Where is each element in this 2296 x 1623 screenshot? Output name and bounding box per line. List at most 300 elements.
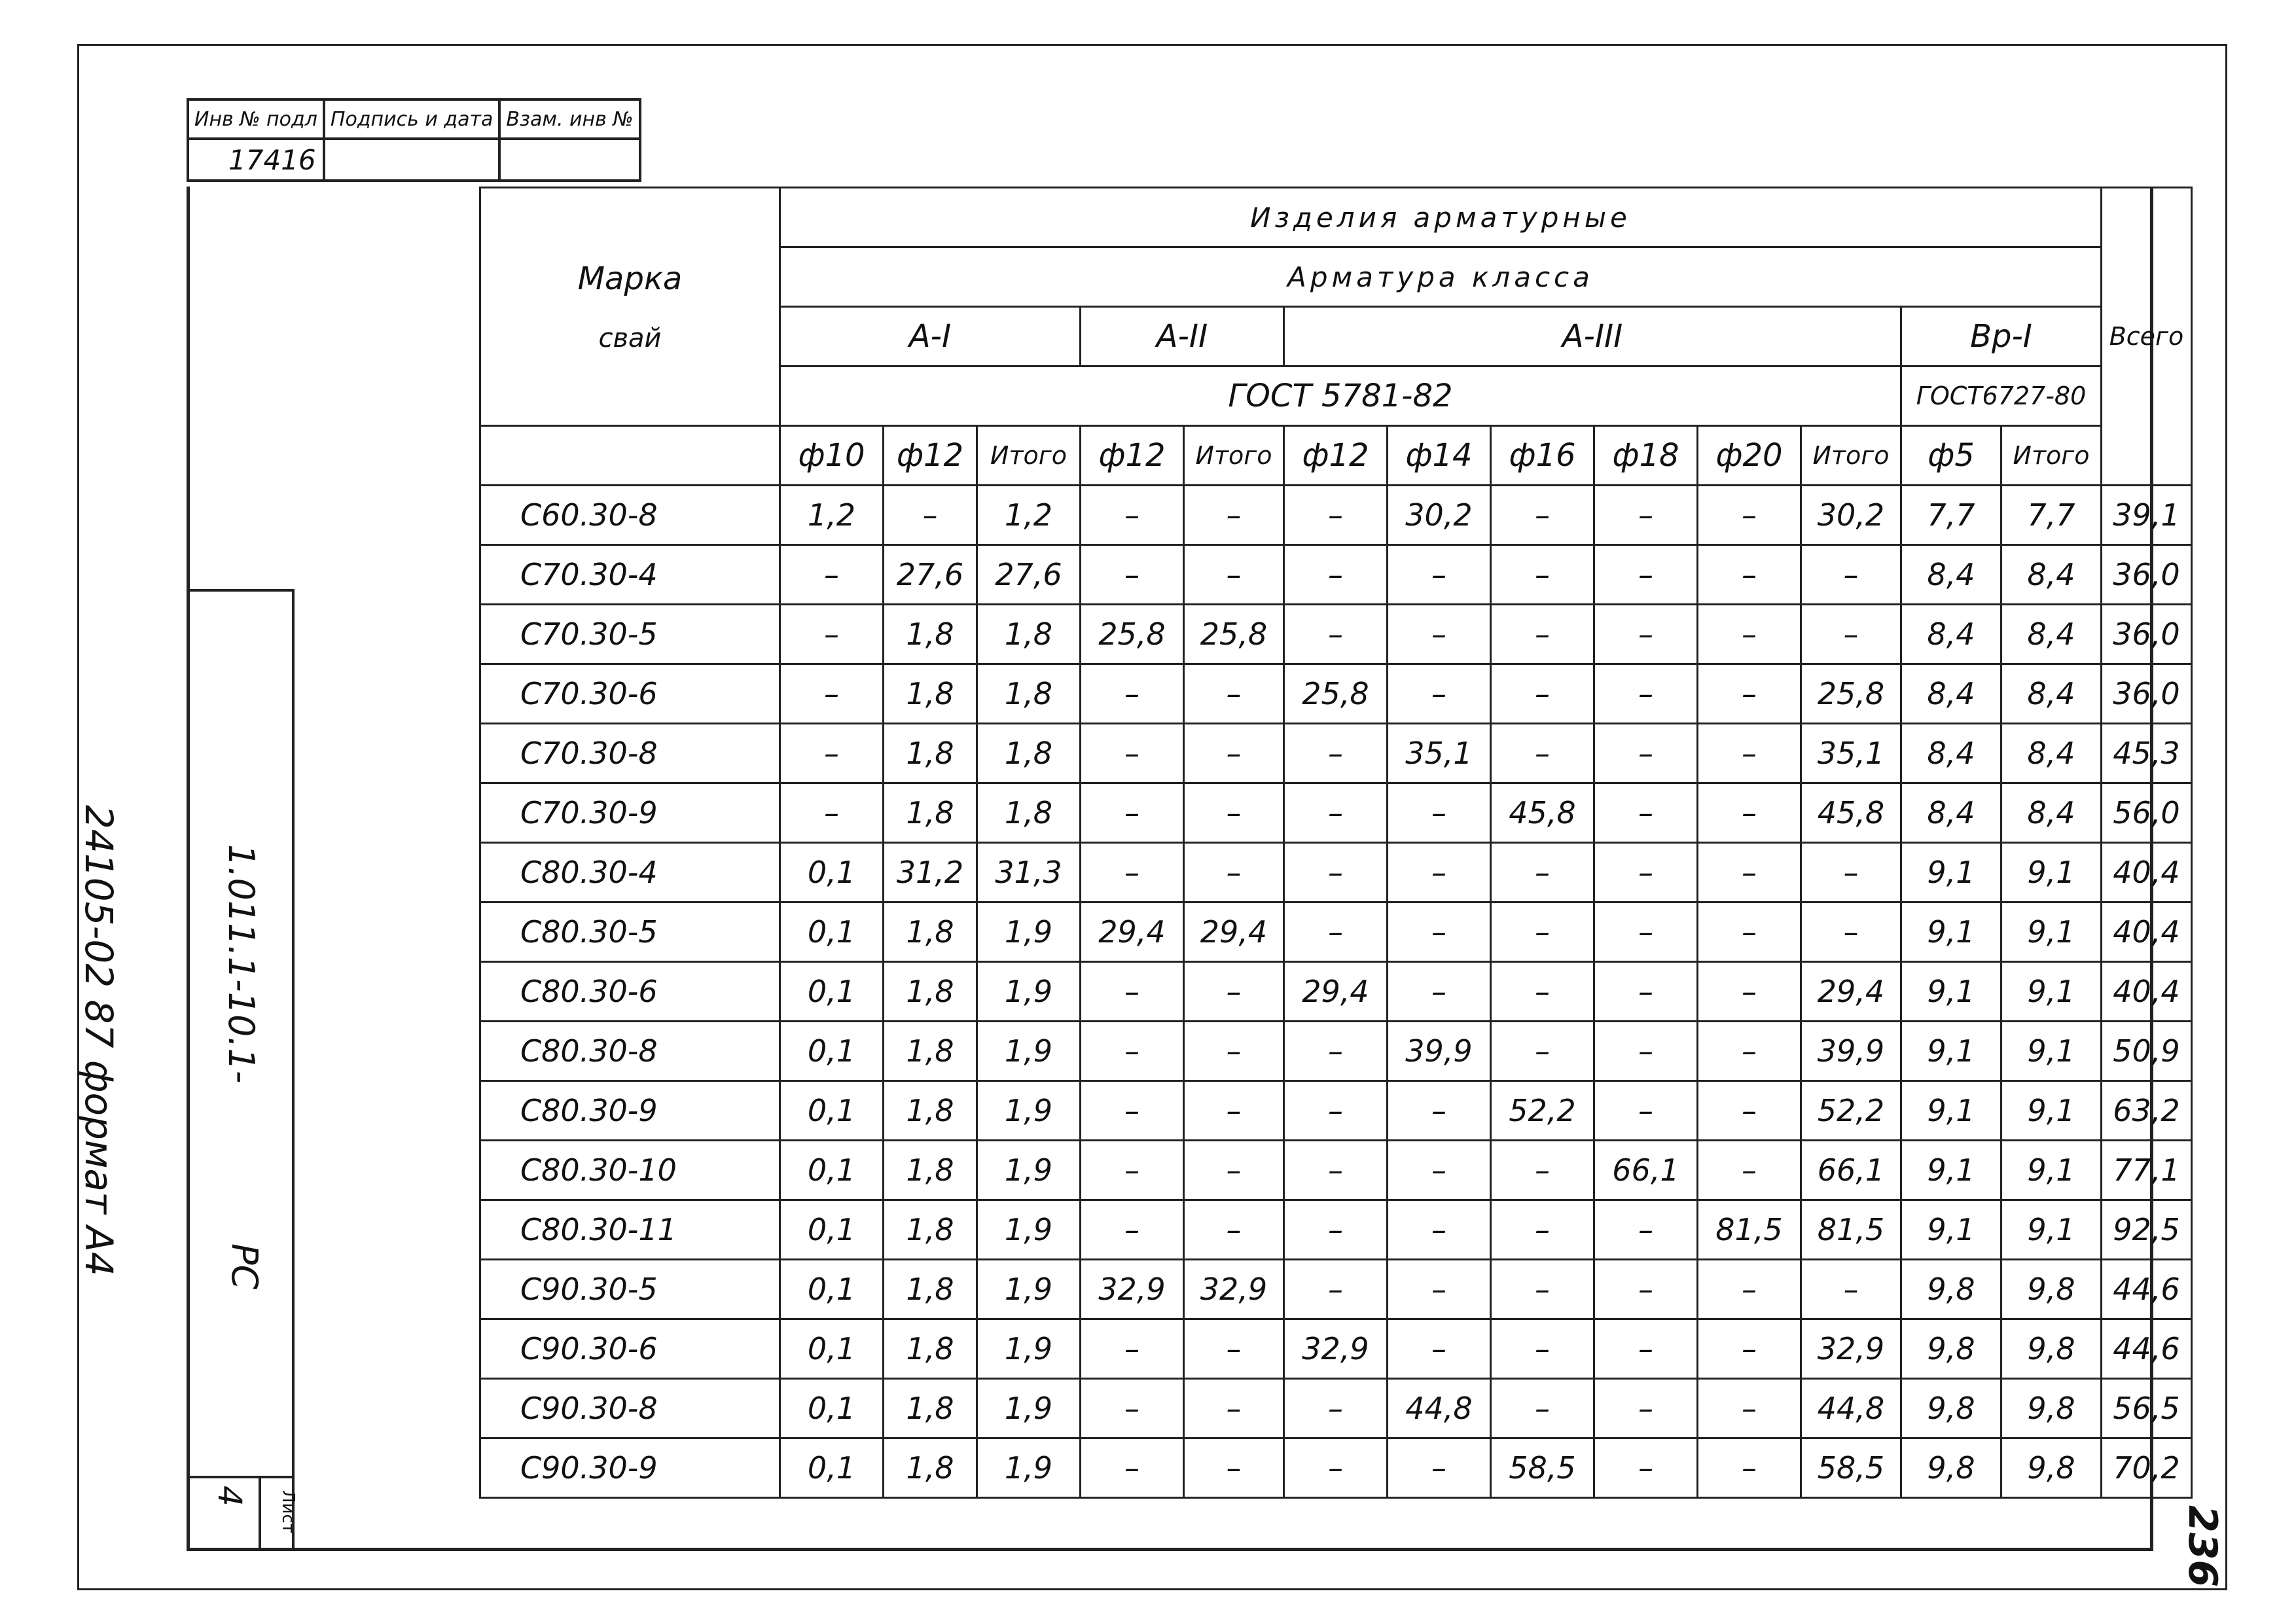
weight-cell: 9,8 — [1901, 1260, 2001, 1319]
weight-cell: 0,1 — [780, 1260, 884, 1319]
weight-cell: – — [1594, 1081, 1698, 1141]
weight-cell: – — [1184, 1141, 1284, 1200]
weight-cell: – — [1698, 545, 1801, 605]
total-cell: 40,4 — [2102, 962, 2192, 1022]
stamp-value-signature — [324, 139, 500, 181]
weight-cell: – — [1698, 724, 1801, 783]
table-row — [480, 545, 2192, 605]
table-row — [480, 1141, 2192, 1200]
table-row — [480, 1260, 2192, 1319]
stamp-header-inv: Инв № подл — [188, 99, 324, 139]
class-vr1: Вр-I — [1901, 307, 2102, 366]
weight-cell: 9,1 — [2001, 1022, 2102, 1081]
weight-cell: 66,1 — [1801, 1141, 1901, 1200]
weight-cell: – — [1184, 962, 1284, 1022]
pile-mark: С80.30-10 — [480, 1141, 780, 1200]
weight-cell: 1,8 — [884, 1438, 977, 1498]
weight-cell: 30,2 — [1801, 486, 1901, 545]
weight-cell: – — [1594, 1438, 1698, 1498]
stamp-value-replace — [499, 139, 639, 181]
weight-cell: 1,8 — [884, 664, 977, 724]
table-row — [480, 843, 2192, 902]
class-a1: А-I — [780, 307, 1081, 366]
stamp-header-replace: Взам. инв № — [499, 99, 639, 139]
mark-header-line2: свай — [598, 323, 662, 353]
weight-cell: – — [1698, 486, 1801, 545]
weight-cell: – — [1594, 605, 1698, 664]
weight-cell: – — [1698, 605, 1801, 664]
weight-cell: 0,1 — [780, 1319, 884, 1379]
total-cell: 77,1 — [2102, 1141, 2192, 1200]
column-header: Итого — [1801, 426, 1901, 486]
weight-cell: – — [1491, 605, 1594, 664]
weight-cell: – — [1801, 1260, 1901, 1319]
weight-cell: – — [1081, 486, 1184, 545]
weight-cell: 8,4 — [1901, 783, 2001, 843]
column-header: Итого — [1184, 426, 1284, 486]
weight-cell: – — [1594, 902, 1698, 962]
weight-cell: – — [1491, 1200, 1594, 1260]
weight-cell: – — [1388, 1260, 1491, 1319]
column-header: Итого — [2001, 426, 2102, 486]
weight-cell: 25,8 — [1284, 664, 1388, 724]
weight-cell: – — [1081, 783, 1184, 843]
weight-cell: – — [1284, 545, 1388, 605]
weight-cell: 27,6 — [977, 545, 1081, 605]
weight-cell: 45,8 — [1491, 783, 1594, 843]
column-header: ф12 — [1284, 426, 1388, 486]
weight-cell: 32,9 — [1184, 1260, 1284, 1319]
weight-cell: – — [1081, 545, 1184, 605]
weight-cell: 1,8 — [884, 1260, 977, 1319]
pile-mark: С80.30-4 — [480, 843, 780, 902]
table-row — [480, 902, 2192, 962]
weight-cell: – — [1284, 902, 1388, 962]
stamp-header-signature: Подпись и дата — [324, 99, 500, 139]
weight-cell: – — [1184, 1200, 1284, 1260]
weight-cell: – — [1491, 664, 1594, 724]
weight-cell: – — [1491, 843, 1594, 902]
weight-cell: – — [1284, 1379, 1388, 1438]
weight-cell: 0,1 — [780, 962, 884, 1022]
weight-cell: 81,5 — [1801, 1200, 1901, 1260]
weight-cell: 7,7 — [1901, 486, 2001, 545]
pile-mark: С70.30-5 — [480, 605, 780, 664]
pile-mark: С60.30-8 — [480, 486, 780, 545]
column-header: ф16 — [1491, 426, 1594, 486]
pile-mark: С90.30-6 — [480, 1319, 780, 1379]
class-a2: А-II — [1081, 307, 1284, 366]
mark-header — [480, 188, 780, 426]
pile-mark: С80.30-9 — [480, 1081, 780, 1141]
weight-cell: 1,8 — [884, 1319, 977, 1379]
weight-cell: – — [1698, 1081, 1801, 1141]
weight-cell: 1,9 — [977, 1379, 1081, 1438]
weight-cell: – — [1594, 664, 1698, 724]
weight-cell: – — [1491, 1319, 1594, 1379]
weight-cell: – — [1081, 724, 1184, 783]
weight-cell: 9,1 — [1901, 1081, 2001, 1141]
weight-cell: – — [1284, 605, 1388, 664]
total-cell: 70,2 — [2102, 1438, 2192, 1498]
weight-cell: – — [1698, 664, 1801, 724]
gost-b: ГОСТ6727-80 — [1901, 366, 2102, 426]
reinforcement-table — [479, 187, 2193, 1499]
weight-cell: – — [780, 605, 884, 664]
weight-cell: 9,1 — [1901, 962, 2001, 1022]
weight-cell: 8,4 — [2001, 605, 2102, 664]
total-cell: 36,0 — [2102, 605, 2192, 664]
weight-cell: – — [1284, 843, 1388, 902]
weight-cell: – — [1388, 902, 1491, 962]
mark-spacer — [480, 426, 780, 486]
total-cell: 40,4 — [2102, 902, 2192, 962]
weight-cell: – — [1594, 1260, 1698, 1319]
table-row — [480, 664, 2192, 724]
weight-cell: – — [1594, 1022, 1698, 1081]
table-row — [480, 1022, 2192, 1081]
weight-cell: 8,4 — [2001, 664, 2102, 724]
weight-cell: – — [1388, 1319, 1491, 1379]
weight-cell: 29,4 — [1081, 902, 1184, 962]
total-cell: 92,5 — [2102, 1200, 2192, 1260]
weight-cell: – — [1184, 783, 1284, 843]
pile-mark: С80.30-6 — [480, 962, 780, 1022]
pile-mark: С70.30-9 — [480, 783, 780, 843]
weight-cell: 8,4 — [1901, 724, 2001, 783]
weight-cell: 1,2 — [780, 486, 884, 545]
table-body — [480, 486, 2192, 1498]
weight-cell: – — [1388, 843, 1491, 902]
weight-cell: – — [1491, 962, 1594, 1022]
weight-cell: 1,8 — [884, 902, 977, 962]
weight-cell: – — [1698, 1260, 1801, 1319]
weight-cell: 9,1 — [1901, 843, 2001, 902]
weight-cell: – — [1388, 1438, 1491, 1498]
weight-cell: 9,8 — [1901, 1379, 2001, 1438]
weight-cell: – — [1801, 605, 1901, 664]
weight-cell: – — [1284, 486, 1388, 545]
pile-mark: С70.30-4 — [480, 545, 780, 605]
total-cell: 40,4 — [2102, 843, 2192, 902]
weight-cell: – — [1284, 1260, 1388, 1319]
weight-cell: 9,1 — [2001, 1200, 2102, 1260]
weight-cell: 9,8 — [2001, 1379, 2102, 1438]
weight-cell: 32,9 — [1284, 1319, 1388, 1379]
weight-cell: – — [1491, 1022, 1594, 1081]
table-row — [480, 1438, 2192, 1498]
weight-cell: – — [1698, 902, 1801, 962]
weight-cell: – — [1491, 902, 1594, 962]
weight-cell: – — [1081, 1379, 1184, 1438]
weight-cell: 9,8 — [1901, 1438, 2001, 1498]
total-cell: 50,9 — [2102, 1022, 2192, 1081]
weight-cell: – — [1081, 962, 1184, 1022]
weight-cell: 39,9 — [1388, 1022, 1491, 1081]
weight-cell: – — [1184, 1319, 1284, 1379]
gost-a: ГОСТ 5781-82 — [780, 366, 1901, 426]
weight-cell: 9,1 — [1901, 1141, 2001, 1200]
weight-cell: 9,1 — [1901, 902, 2001, 962]
weight-cell: 1,9 — [977, 1200, 1081, 1260]
table-row — [480, 486, 2192, 545]
pile-mark: С80.30-5 — [480, 902, 780, 962]
weight-cell: – — [1081, 1081, 1184, 1141]
weight-cell: 1,9 — [977, 1141, 1081, 1200]
doc-code: 1.011.1-10.1- — [221, 844, 262, 1084]
weight-cell: – — [1491, 1379, 1594, 1438]
weight-cell: 0,1 — [780, 1379, 884, 1438]
weight-cell: 1,8 — [884, 1081, 977, 1141]
pile-mark: С90.30-5 — [480, 1260, 780, 1319]
table-row — [480, 1200, 2192, 1260]
weight-cell: – — [1594, 724, 1698, 783]
weight-cell: – — [1388, 783, 1491, 843]
mark-header-line1: Марка — [577, 260, 683, 297]
class-header: Арматура класса — [780, 247, 2102, 307]
weight-cell: 58,5 — [1491, 1438, 1594, 1498]
weight-cell: 9,1 — [1901, 1022, 2001, 1081]
weight-cell: 25,8 — [1184, 605, 1284, 664]
table-row — [480, 1081, 2192, 1141]
pile-mark: С70.30-8 — [480, 724, 780, 783]
column-header: ф14 — [1388, 426, 1491, 486]
weight-cell: – — [1184, 1379, 1284, 1438]
weight-cell: – — [1594, 1200, 1698, 1260]
weight-cell: 1,9 — [977, 1319, 1081, 1379]
weight-cell: 1,8 — [884, 605, 977, 664]
weight-cell: – — [1081, 1141, 1184, 1200]
series-label: 24105-02 87 формат А4 — [77, 805, 121, 1276]
table-row — [480, 783, 2192, 843]
weight-cell: – — [1284, 1200, 1388, 1260]
weight-cell: – — [780, 664, 884, 724]
weight-cell: 7,7 — [2001, 486, 2102, 545]
weight-cell: – — [780, 545, 884, 605]
weight-cell: – — [1184, 664, 1284, 724]
weight-cell: 1,9 — [977, 1438, 1081, 1498]
pile-mark: С70.30-6 — [480, 664, 780, 724]
weight-cell: – — [1081, 664, 1184, 724]
weight-cell: 1,8 — [884, 1141, 977, 1200]
sheet-number: 4 — [211, 1486, 249, 1507]
weight-cell: 1,9 — [977, 1022, 1081, 1081]
total-cell: 36,0 — [2102, 664, 2192, 724]
weight-cell: – — [1284, 1438, 1388, 1498]
weight-cell: 9,1 — [2001, 843, 2102, 902]
stage-label: РС — [224, 1243, 265, 1290]
weight-cell: – — [780, 724, 884, 783]
weight-cell: – — [1491, 1141, 1594, 1200]
weight-cell: 27,6 — [884, 545, 977, 605]
weight-cell: 1,8 — [884, 1379, 977, 1438]
column-header: ф12 — [884, 426, 977, 486]
weight-cell: 0,1 — [780, 902, 884, 962]
page-number: 236 — [2179, 1505, 2225, 1588]
weight-cell: – — [1698, 783, 1801, 843]
weight-cell: 29,4 — [1284, 962, 1388, 1022]
weight-cell: – — [1594, 1319, 1698, 1379]
weight-cell: 44,8 — [1388, 1379, 1491, 1438]
weight-cell: – — [1388, 1081, 1491, 1141]
approval-stamp — [187, 98, 641, 182]
weight-cell: 1,8 — [884, 962, 977, 1022]
total-cell: 56,5 — [2102, 1379, 2192, 1438]
weight-cell: 29,4 — [1184, 902, 1284, 962]
weight-cell: 9,1 — [1901, 1200, 2001, 1260]
weight-cell: – — [1698, 1319, 1801, 1379]
table-row — [480, 962, 2192, 1022]
weight-cell: 9,1 — [2001, 1081, 2102, 1141]
weight-cell: – — [1698, 1438, 1801, 1498]
weight-cell: 1,8 — [884, 1200, 977, 1260]
weight-cell: 32,9 — [1081, 1260, 1184, 1319]
class-a3: А-III — [1284, 307, 1901, 366]
weight-cell: – — [1081, 843, 1184, 902]
weight-cell: 35,1 — [1388, 724, 1491, 783]
weight-cell: – — [780, 783, 884, 843]
weight-cell: 29,4 — [1801, 962, 1901, 1022]
weight-cell: – — [1388, 545, 1491, 605]
pile-mark: С80.30-11 — [480, 1200, 780, 1260]
weight-cell: – — [1594, 843, 1698, 902]
weight-cell: 8,4 — [2001, 545, 2102, 605]
weight-cell: – — [1594, 962, 1698, 1022]
pile-mark: С80.30-8 — [480, 1022, 780, 1081]
weight-cell: 0,1 — [780, 1141, 884, 1200]
weight-cell: – — [1491, 724, 1594, 783]
table-row — [480, 1319, 2192, 1379]
weight-cell: 1,9 — [977, 1260, 1081, 1319]
weight-cell: 9,1 — [2001, 962, 2102, 1022]
weight-cell: – — [1184, 1081, 1284, 1141]
weight-cell: 35,1 — [1801, 724, 1901, 783]
weight-cell: 8,4 — [2001, 783, 2102, 843]
total-cell: 36,0 — [2102, 545, 2192, 605]
column-header: ф5 — [1901, 426, 2001, 486]
stamp-value-inv: 17416 — [188, 139, 324, 181]
weight-cell: – — [1184, 545, 1284, 605]
diameter-header-row — [480, 426, 2192, 486]
weight-cell: 30,2 — [1388, 486, 1491, 545]
column-header: ф10 — [780, 426, 884, 486]
weight-cell: 1,8 — [977, 664, 1081, 724]
weight-cell: – — [1388, 664, 1491, 724]
weight-cell: – — [1284, 724, 1388, 783]
weight-cell: 25,8 — [1081, 605, 1184, 664]
column-header: ф18 — [1594, 426, 1698, 486]
table-row — [480, 724, 2192, 783]
weight-cell: 0,1 — [780, 843, 884, 902]
weight-cell: 1,8 — [977, 783, 1081, 843]
weight-cell: – — [1491, 486, 1594, 545]
total-header: Всего — [2102, 188, 2192, 486]
weight-cell: 9,8 — [2001, 1319, 2102, 1379]
weight-cell: – — [1388, 1200, 1491, 1260]
weight-cell: 9,8 — [2001, 1438, 2102, 1498]
total-cell: 63,2 — [2102, 1081, 2192, 1141]
weight-cell: 1,9 — [977, 902, 1081, 962]
weight-cell: 9,8 — [2001, 1260, 2102, 1319]
weight-cell: – — [1388, 1141, 1491, 1200]
weight-cell: 25,8 — [1801, 664, 1901, 724]
total-cell: 56,0 — [2102, 783, 2192, 843]
weight-cell: – — [1284, 1141, 1388, 1200]
sheet-label: Лист — [278, 1490, 298, 1533]
weight-cell: – — [1801, 843, 1901, 902]
weight-cell: – — [1594, 783, 1698, 843]
weight-cell: – — [1698, 1379, 1801, 1438]
weight-cell: 8,4 — [2001, 724, 2102, 783]
weight-cell: 9,1 — [2001, 1141, 2102, 1200]
weight-cell: – — [1081, 1200, 1184, 1260]
weight-cell: – — [1284, 1081, 1388, 1141]
weight-cell: 31,3 — [977, 843, 1081, 902]
weight-cell: 1,9 — [977, 1081, 1081, 1141]
weight-cell: – — [1698, 962, 1801, 1022]
weight-cell: 0,1 — [780, 1438, 884, 1498]
total-cell: 44,6 — [2102, 1319, 2192, 1379]
weight-cell: – — [1698, 1022, 1801, 1081]
weight-cell: – — [1594, 486, 1698, 545]
weight-cell: 8,4 — [1901, 545, 2001, 605]
table-row — [480, 605, 2192, 664]
weight-cell: – — [1801, 902, 1901, 962]
weight-cell: – — [1081, 1438, 1184, 1498]
group-header: Изделия арматурные — [780, 188, 2102, 247]
weight-cell: – — [1388, 605, 1491, 664]
weight-cell: 1,8 — [884, 1022, 977, 1081]
weight-cell: 0,1 — [780, 1081, 884, 1141]
weight-cell: 32,9 — [1801, 1319, 1901, 1379]
weight-cell: – — [1184, 724, 1284, 783]
weight-cell: 0,1 — [780, 1022, 884, 1081]
weight-cell: 81,5 — [1698, 1200, 1801, 1260]
weight-cell: – — [1491, 545, 1594, 605]
column-header: Итого — [977, 426, 1081, 486]
weight-cell: 8,4 — [1901, 664, 2001, 724]
pile-mark: С90.30-9 — [480, 1438, 780, 1498]
weight-cell: – — [1284, 1022, 1388, 1081]
weight-cell: 31,2 — [884, 843, 977, 902]
weight-cell: 52,2 — [1491, 1081, 1594, 1141]
weight-cell: – — [1594, 545, 1698, 605]
weight-cell: 1,8 — [884, 783, 977, 843]
weight-cell: 39,9 — [1801, 1022, 1901, 1081]
weight-cell: 45,8 — [1801, 783, 1901, 843]
weight-cell: 52,2 — [1801, 1081, 1901, 1141]
weight-cell: – — [1081, 1022, 1184, 1081]
column-header: ф20 — [1698, 426, 1801, 486]
table-row — [480, 1379, 2192, 1438]
weight-cell: – — [1698, 1141, 1801, 1200]
weight-cell: 1,9 — [977, 962, 1081, 1022]
weight-cell: 9,1 — [2001, 902, 2102, 962]
weight-cell: 9,8 — [1901, 1319, 2001, 1379]
weight-cell: 1,8 — [884, 724, 977, 783]
weight-cell: 58,5 — [1801, 1438, 1901, 1498]
weight-cell: – — [1801, 545, 1901, 605]
total-cell: 39,1 — [2102, 486, 2192, 545]
weight-cell: 1,8 — [977, 724, 1081, 783]
weight-cell: – — [1698, 843, 1801, 902]
weight-cell: 66,1 — [1594, 1141, 1698, 1200]
weight-cell: 44,8 — [1801, 1379, 1901, 1438]
weight-cell: – — [1184, 843, 1284, 902]
total-cell: 45,3 — [2102, 724, 2192, 783]
weight-cell: – — [1388, 962, 1491, 1022]
total-cell: 44,6 — [2102, 1260, 2192, 1319]
